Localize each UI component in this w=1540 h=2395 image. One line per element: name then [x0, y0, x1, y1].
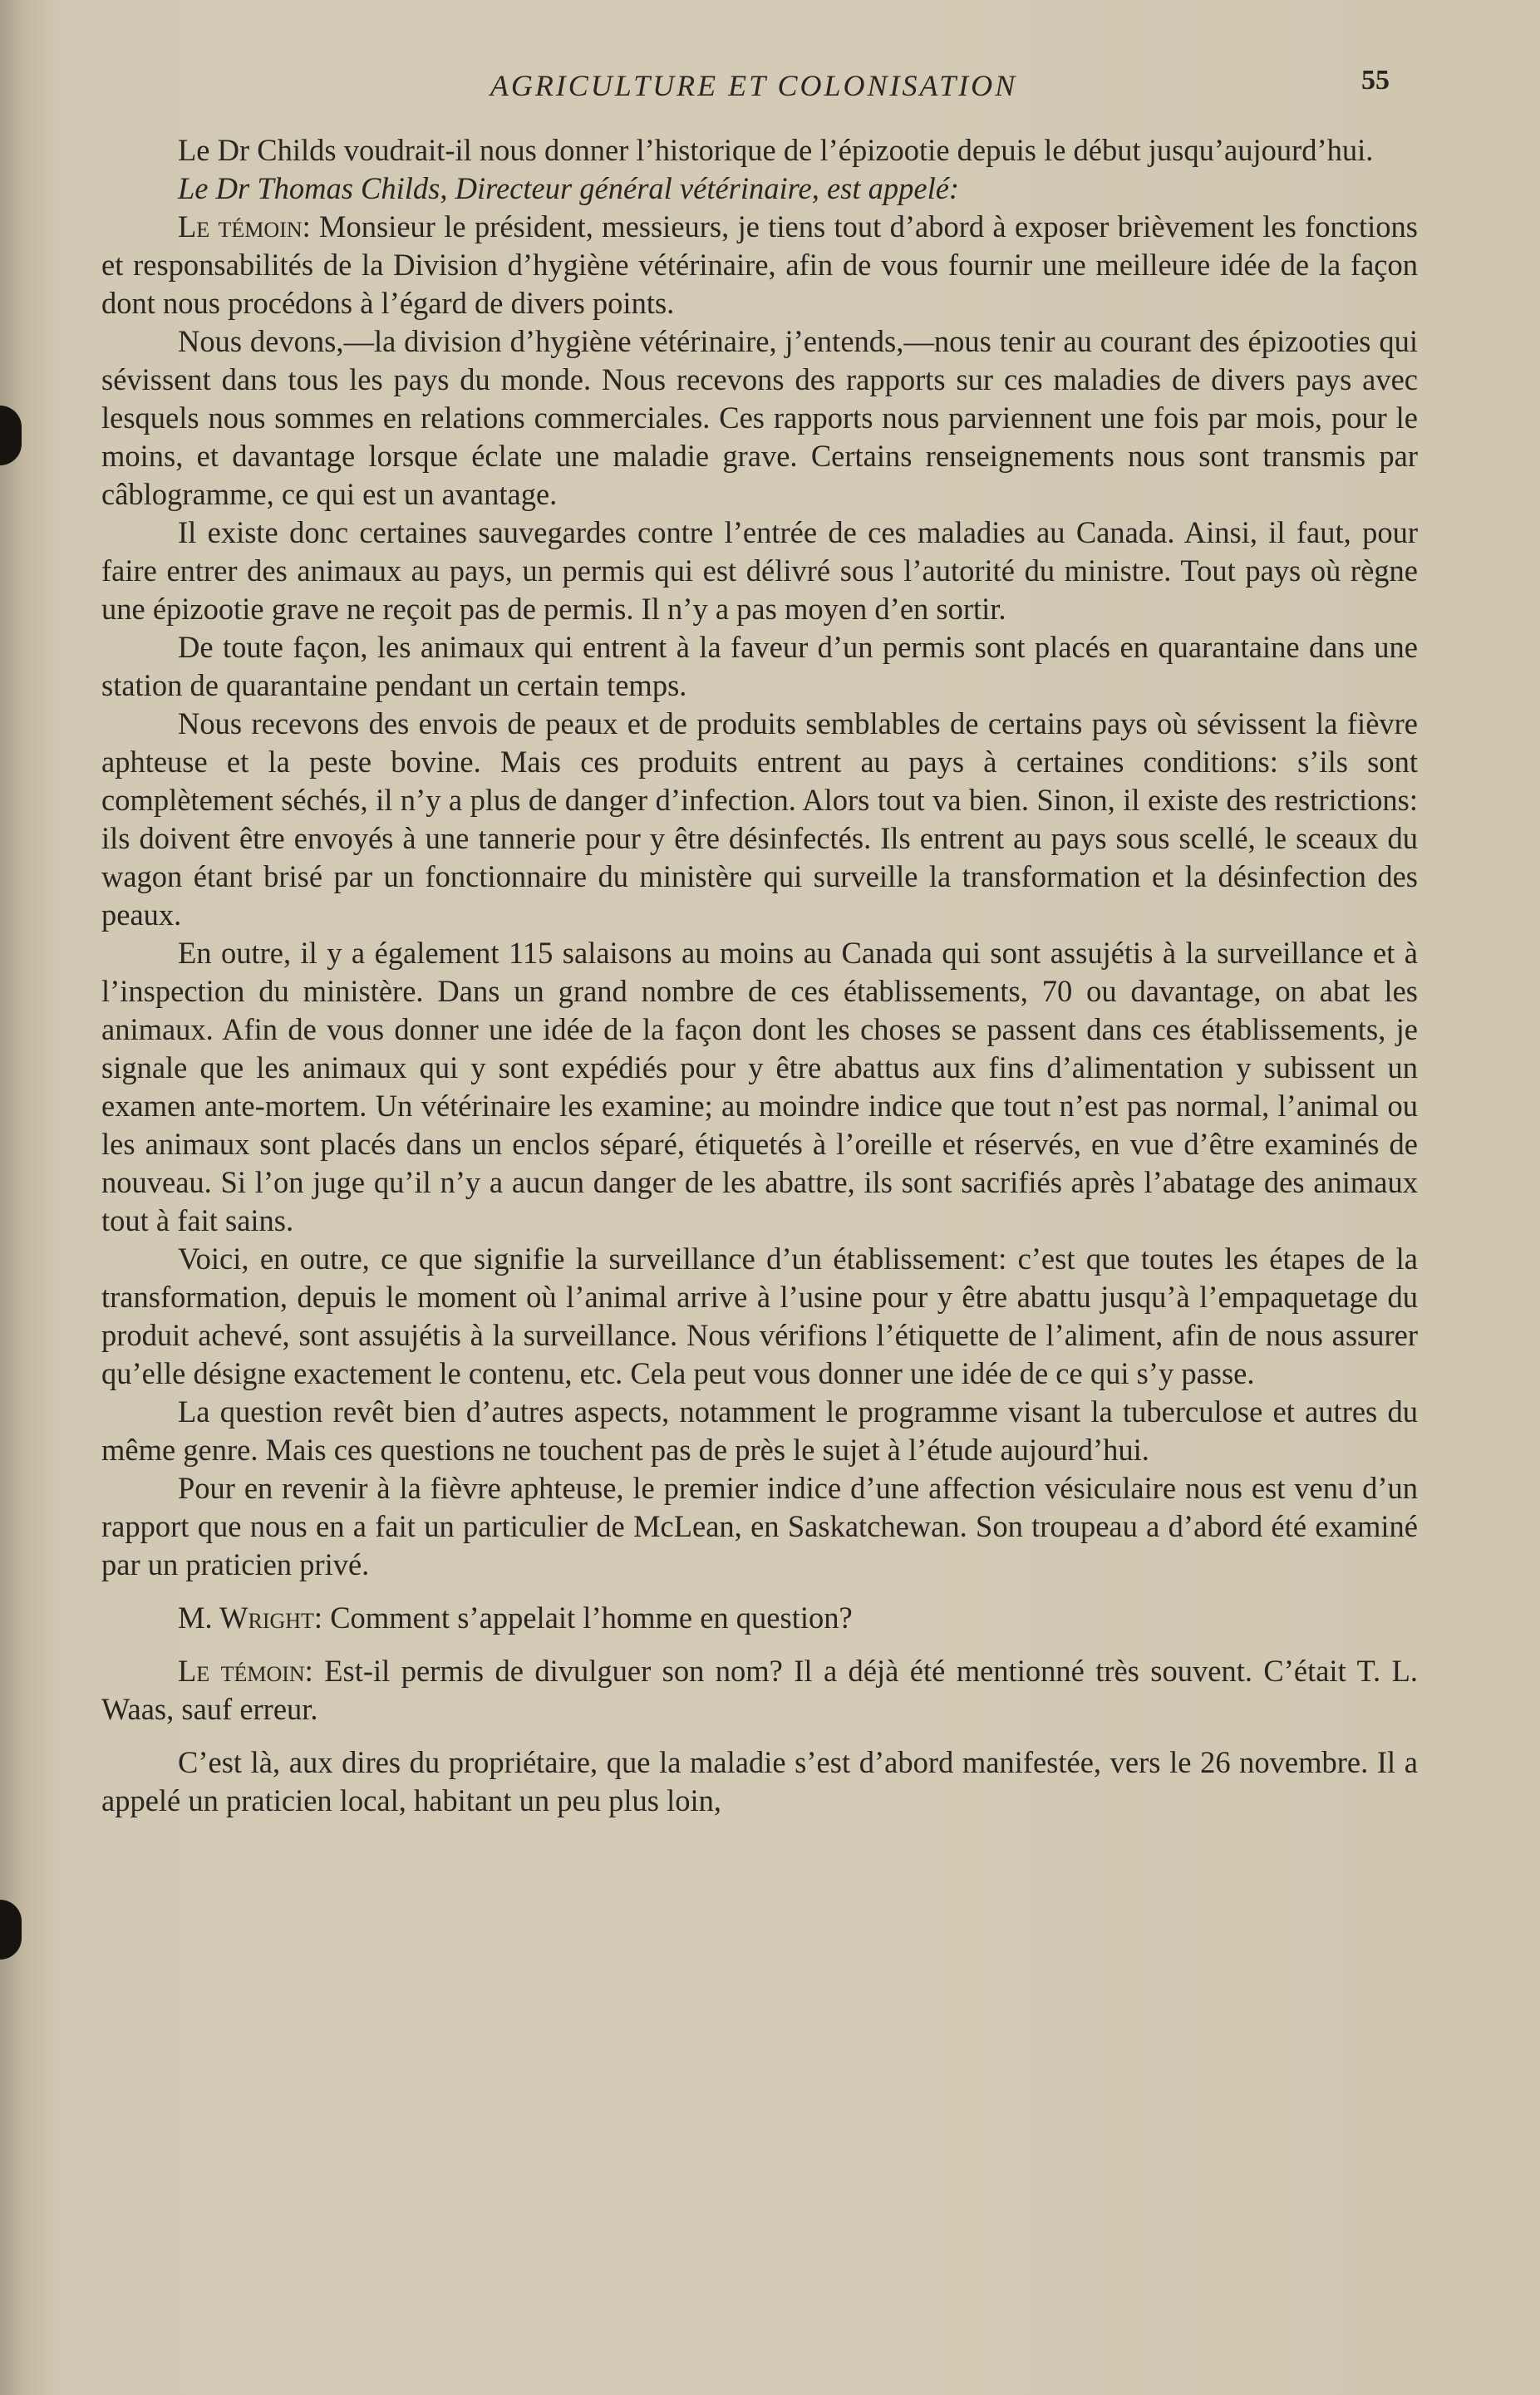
paragraph-10 — [101, 1393, 1418, 1469]
body-text — [101, 131, 1418, 1820]
paragraph-text: La question revêt bien d’autres aspects, notamment le programme visant la tuberculose et autres du même genre. Mais ces questions ne touchent pas de près le sujet à l’étude aujourd’hui. — [101, 1394, 1418, 1467]
paragraph-9 — [101, 1240, 1418, 1393]
paragraph-11 — [101, 1469, 1418, 1584]
paragraph-14 — [101, 1743, 1418, 1820]
page-header — [101, 65, 1406, 106]
paragraph-4 — [101, 322, 1418, 514]
paragraph-13 — [101, 1652, 1418, 1729]
binding-hole-bottom — [0, 1900, 22, 1960]
paragraph-2 — [101, 170, 1418, 208]
paragraph-text: Est-il permis de divulguer son nom? Il a déjà été mentionné très souvent. C’était T. L. Waas, sauf erreur. — [101, 1654, 1418, 1726]
paragraph-6 — [101, 628, 1418, 705]
paragraph-7 — [101, 705, 1418, 934]
running-title: AGRICULTURE ET COLONISATION — [490, 69, 1018, 102]
paragraph-8 — [101, 934, 1418, 1240]
paragraph-text: Voici, en outre, ce que signifie la surveillance d’un établissement: c’est que toutes les étapes de la transformation, depuis le moment où l’animal arrive à l’usine pour y être abattu jusqu’à l’empaquetage du produit achevé, sont assujétis à la surveillance. Nous vérifions l’étiquette de l’aliment, afin de nous assurer qu’elle désigne exactement le contenu, etc. Cela peut vous donner une idée de ce qui s’y passe. — [101, 1242, 1418, 1390]
paragraph-text: Comment s’appelait l’homme en question? — [322, 1601, 853, 1635]
paragraph-text: Pour en revenir à la fièvre aphteuse, le premier indice d’une affection vésiculaire nous est venu d’un rapport que nous en a fait un particulier de McLean, en Saskatchewan. Son troupeau a d’abord été examiné par un praticien privé. — [101, 1471, 1418, 1581]
page-number: 55 — [1361, 65, 1390, 96]
speaker-label: M. Wright: — [178, 1601, 323, 1635]
paragraph-text: De toute façon, les animaux qui entrent à la faveur d’un permis sont placés en quarantaine dans une station de quarantaine pendant un certain temps. — [101, 630, 1418, 702]
speaker-label: Le témoin: — [178, 1654, 313, 1688]
paragraph-5 — [101, 514, 1418, 628]
paragraph-text: Il existe donc certaines sauvegardes contre l’entrée de ces maladies au Canada. Ainsi, il faut, pour faire entrer des animaux au pays, un permis qui est délivré sous l’autorité du ministre. Tout pays où règne une épizootie grave ne reçoit pas de permis. Il n’y a pas moyen d’en sortir. — [101, 515, 1418, 626]
paragraph-text: C’est là, aux dires du propriétaire, que la maladie s’est d’abord manifestée, vers le 26 novembre. Il a appelé un praticien local, habitant un peu plus loin, — [101, 1745, 1418, 1817]
paragraph-text: Le Dr Childs voudrait-il nous donner l’historique de l’épizootie depuis le début jusqu’aujourd’hui. — [178, 133, 1374, 167]
paragraph-3 — [101, 208, 1418, 322]
binding-hole-top — [0, 406, 22, 465]
paragraph-text: Monsieur le président, messieurs, je tiens tout d’abord à exposer brièvement les fonctions et responsabilités de la Division d’hygiène vétérinaire, afin de vous fournir une meilleure idée de la façon dont nous procédons à l’égard de divers points. — [101, 209, 1418, 320]
paragraph-12 — [101, 1599, 1418, 1637]
paragraph-text: En outre, il y a également 115 salaisons au moins au Canada qui sont assujétis à la surveillance et à l’inspection du ministère. Dans un grand nombre de ces établissements, 70 ou davantage, on abat les animaux. Afin de vous donner une idée de la façon dont les choses se passent dans ces établissements, je signale que les animaux qui y sont expédiés pour y être abattus aux fins d’alimentation y subissent un examen ante-mortem. Un vétérinaire les examine; au moindre indice que tout n’est pas normal, l’animal ou les animaux sont placés dans un enclos séparé, étiquetés à l’oreille et réservés, en vue d’être examinés de nouveau. Si l’on juge qu’il n’y a aucun danger de les abattre, ils sont sacrifiés après l’abatage des animaux tout à fait sains. — [101, 936, 1418, 1237]
paragraph-1 — [101, 131, 1418, 170]
paragraph-text: Nous recevons des envois de peaux et de produits semblables de certains pays où sévissent la fièvre aphteuse et la peste bovine. Mais ces produits entrent au pays à certaines conditions: s’ils sont complètement séchés, il n’y a plus de danger d’infection. Alors tout va bien. Sinon, il existe des restrictions: ils doivent être envoyés à une tannerie pour y être désinfectés. Ils entrent au pays sous scellé, le sceaux du wagon étant brisé par un fonctionnaire du ministère qui surveille la transformation et la désinfection des peaux. — [101, 706, 1418, 932]
speaker-label: Le témoin: — [178, 209, 311, 243]
paragraph-text: Nous devons,—la division d’hygiène vétérinaire, j’entends,—nous tenir au courant des épizooties qui sévissent dans tous les pays du monde. Nous recevons des rapports sur ces maladies de divers pays avec lesquels nous sommes en relations commerciales. Ces rapports nous parviennent une fois par mois, pour le moins, et davantage lorsque éclate une maladie grave. Certains renseignements nous sont transmis par câblogramme, ce qui est un avantage. — [101, 324, 1418, 511]
paragraph-text: Le Dr Thomas Childs, Directeur général vétérinaire, est appelé: — [178, 171, 960, 205]
